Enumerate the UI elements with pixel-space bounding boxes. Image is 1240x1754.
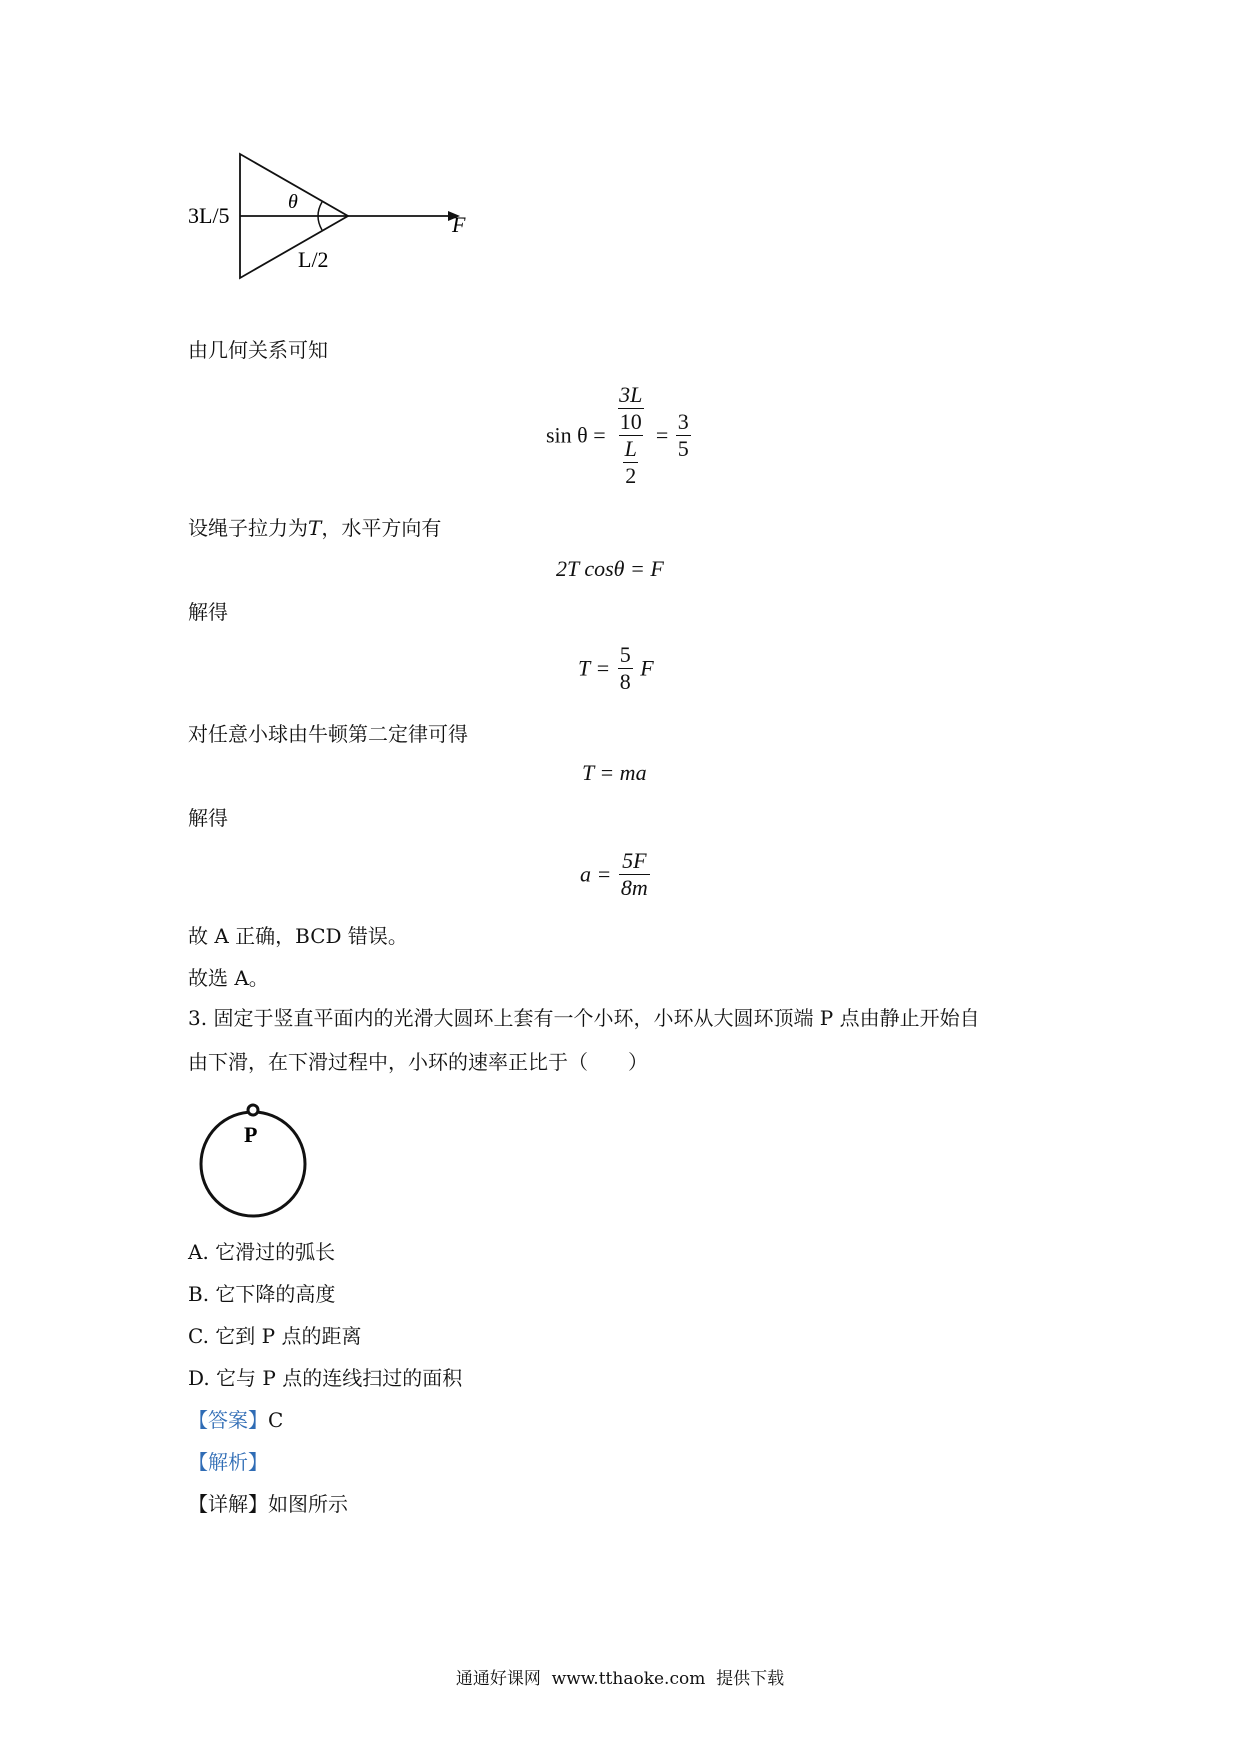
answer-tag: 【答案】	[188, 1408, 268, 1432]
answer-value: C	[268, 1408, 284, 1432]
choice-text: 故选 A。	[188, 966, 269, 990]
equation-sin: sin θ = $\frac{\frac{3L}{10}}{\frac{L}{2}}$ = $\frac{3}{5}$	[546, 382, 689, 488]
equation-t: T = $\frac{5}{8}$ F	[578, 642, 654, 694]
geometry-text: 由几何关系可知	[188, 338, 328, 362]
answer-line	[188, 1408, 283, 1432]
solve-text-2: 解得	[188, 806, 228, 830]
conclusion-text: 故 A 正确，BCD 错误。	[188, 924, 408, 948]
detail-line	[188, 1492, 348, 1516]
solve-text-1: 解得	[188, 600, 228, 624]
equation-horizontal: 2T cosθ = F	[556, 556, 664, 581]
equation-a: a = $\frac{5F}{8m}$	[580, 848, 648, 900]
ring-figure	[190, 1092, 320, 1226]
label-force: F	[452, 212, 466, 237]
triangle-force-figure	[180, 140, 480, 290]
option-d: D. 它与 P 点的连线扫过的面积	[188, 1366, 463, 1390]
tension-text: 设绳子拉力为T，水平方向有	[188, 516, 442, 540]
small-ring	[248, 1105, 258, 1115]
point-p-label: P	[244, 1122, 258, 1147]
option-c: C. 它到 P 点的距离	[188, 1324, 362, 1348]
label-l2: L/2	[298, 247, 329, 272]
option-a: A. 它滑过的弧长	[188, 1240, 336, 1264]
footer-text: 通通好课网 www.tthaoke.com 提供下载	[455, 1669, 785, 1689]
equation-newton: T = ma	[582, 760, 647, 785]
question3-line1: 3. 固定于竖直平面内的光滑大圆环上套有一个小环，小环从大圆环顶端 P 点由静止开始自	[188, 1006, 980, 1030]
label-theta: θ	[288, 191, 298, 213]
analysis-tag: 【解析】	[188, 1450, 268, 1474]
detail-text: 如图所示	[268, 1492, 348, 1516]
detail-tag: 【详解】	[188, 1492, 268, 1516]
option-b: B. 它下降的高度	[188, 1282, 336, 1306]
newton-text: 对任意小球由牛顿第二定律可得	[188, 722, 468, 746]
label-3l5: 3L/5	[188, 203, 230, 228]
question3-line2: 由下滑，在下滑过程中，小环的速率正比于（ ）	[188, 1050, 648, 1074]
